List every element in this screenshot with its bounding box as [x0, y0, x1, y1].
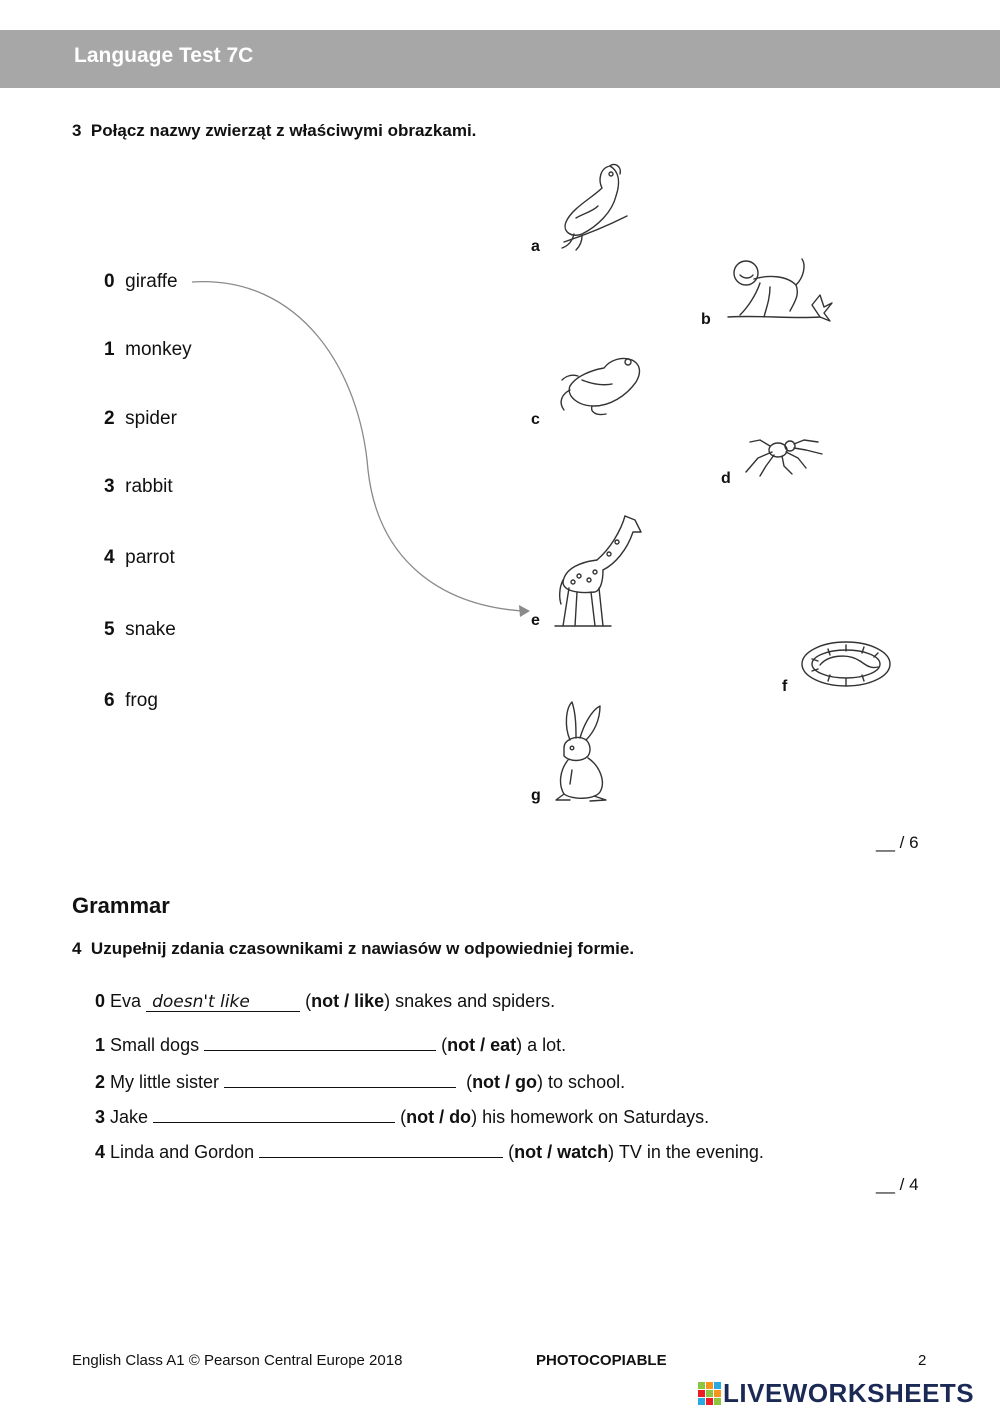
answer-field-1[interactable]	[204, 1030, 436, 1051]
word-label: giraffe	[125, 271, 178, 292]
rabbit-picture[interactable]	[550, 700, 615, 805]
sentence-end: TV in the evening.	[618, 1142, 764, 1162]
sentence-4: 4 Linda and Gordon (not / watch) TV in the evening.	[95, 1137, 764, 1163]
sentence-3: 3 Jake (not / do) his homework on Saturdays.	[95, 1102, 709, 1128]
answer-field-0[interactable]	[146, 991, 300, 1012]
exercise-4-score: __ / 4	[876, 1175, 919, 1194]
word-number: 0	[104, 271, 115, 292]
sentence-number: 1	[95, 1035, 106, 1055]
copyright-text: English Class A1 © Pearson Central Europe 2018	[72, 1352, 403, 1369]
word-number: 6	[104, 690, 115, 711]
sentence-number: 3	[95, 1107, 106, 1127]
word-label: frog	[125, 690, 158, 711]
logo-squares-icon	[697, 1381, 723, 1407]
verb-hint: not / do	[406, 1107, 472, 1127]
snake-picture[interactable]	[798, 635, 898, 693]
word-number: 3	[104, 476, 115, 497]
picture-letter-c: c	[531, 411, 540, 428]
sentence-0: 0 Eva doesn't like (not / like) snakes and spiders.	[95, 991, 556, 1012]
sentence-2: 2 My little sister (not / go) to school.	[95, 1067, 625, 1093]
sentence-number: 4	[95, 1142, 106, 1162]
picture-letter-d: d	[721, 470, 731, 487]
sentence-end: to school.	[548, 1072, 626, 1092]
sentence-start: My little sister	[110, 1072, 220, 1092]
example-answer: doesn't like	[152, 992, 250, 1012]
exercise-number: 4	[72, 939, 82, 958]
word-label: rabbit	[125, 476, 173, 497]
parrot-picture[interactable]	[552, 158, 637, 253]
instruction-text: Uzupełnij zdania czasownikami z nawiasów w odpowiedniej formie.	[90, 939, 635, 958]
picture-letter-f: f	[782, 678, 788, 695]
word-number: 5	[104, 619, 115, 640]
picture-letter-b: b	[701, 311, 711, 328]
word-label: snake	[125, 619, 176, 640]
sentence-end: his homework on Saturdays.	[482, 1107, 710, 1127]
sentence-end: snakes and spiders.	[395, 991, 556, 1011]
liveworksheets-logo[interactable]	[697, 1378, 974, 1409]
grammar-heading: Grammar	[72, 893, 170, 918]
sentence-1: 1 Small dogs (not / eat) a lot.	[95, 1030, 566, 1056]
sentence-start: Small dogs	[110, 1035, 200, 1055]
answer-field-4[interactable]	[259, 1137, 503, 1158]
sentence-start: Jake	[110, 1107, 149, 1127]
answer-field-3[interactable]	[153, 1102, 395, 1123]
exercise-number: 3	[72, 121, 82, 140]
logo-text: LIVEWORKSHEETS	[723, 1378, 975, 1408]
exercise-4-instruction	[72, 939, 634, 959]
page-title: Language Test 7C	[74, 44, 254, 67]
answer-field-2[interactable]	[224, 1067, 456, 1088]
giraffe-picture[interactable]	[555, 510, 647, 630]
instruction-text: Połącz nazwy zwierząt z właściwymi obrazkami.	[90, 121, 477, 140]
sentence-start: Eva	[110, 991, 142, 1011]
word-number: 1	[104, 339, 115, 360]
sentence-number: 0	[95, 991, 106, 1011]
page-number: 2	[918, 1352, 927, 1369]
word-label: parrot	[125, 547, 175, 568]
word-label: monkey	[125, 339, 192, 360]
sentence-number: 2	[95, 1072, 106, 1092]
word-label: spider	[125, 408, 177, 429]
verb-hint: not / eat	[447, 1035, 517, 1055]
picture-letter-a: a	[531, 238, 540, 255]
picture-letter-g: g	[531, 787, 541, 804]
sentence-end: a lot.	[527, 1035, 567, 1055]
verb-hint: not / watch	[514, 1142, 609, 1162]
picture-letter-e: e	[531, 612, 540, 629]
sentence-start: Linda and Gordon	[110, 1142, 255, 1162]
frog-picture[interactable]	[552, 350, 647, 420]
word-number: 2	[104, 408, 115, 429]
spider-picture[interactable]	[740, 428, 825, 478]
word-number: 4	[104, 547, 115, 568]
photocopiable-label: PHOTOCOPIABLE	[536, 1352, 667, 1369]
verb-hint: not / go	[472, 1072, 538, 1092]
monkey-picture[interactable]	[720, 255, 835, 330]
exercise-3-score: __ / 6	[876, 833, 919, 852]
verb-hint: not / like	[311, 991, 385, 1011]
